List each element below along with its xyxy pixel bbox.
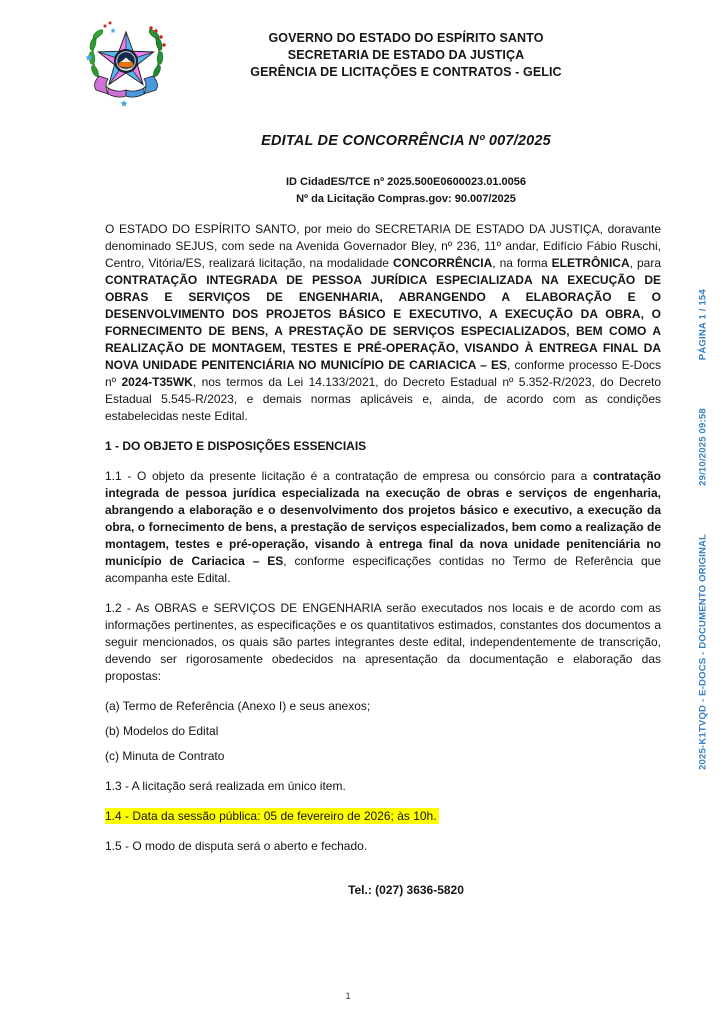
clause-1-1 [105, 468, 661, 587]
annex-item-c: (c) Minuta de Contrato [105, 749, 225, 763]
letterhead-line-1: GOVERNO DO ESTADO DO ESPÍRITO SANTO [268, 31, 544, 45]
clause-1-5: 1.5 - O modo de disputa será o aberto e fechado. [105, 839, 368, 853]
intro-run: , conforme processo E-Docs nº [105, 358, 662, 389]
letterhead-line-2: SECRETARIA DE ESTADO DA JUSTIÇA [287, 48, 525, 62]
clause-1-1-run: 1.1 - O objeto da presente licitação é a contratação de empresa ou consórcio para a [105, 469, 593, 483]
intro-run-bold: CONTRATAÇÃO INTEGRADA DE PESSOA JURÍDICA ESPECIALIZADA NA EXECUÇÃO DE OBRAS E SERVIÇOS DE ENGENHARIA, ABRANGENDO A ELABORAÇÃO E O DESENVOLVIMENTO DOS PROJETOS BÁSICO E EXECUTIVO, A EXECUÇÃO DA OBRA, O FORNECIMENTO DE BENS, A PRESTAÇÃO DE SERVIÇOS ESPECIALIZADOS, BEM COMO A REALIZAÇÃO DE MONTAGEM, TESTES E PRÉ-OPERAÇÃO, VISANDO À ENTREGA FINAL DA NOVA UNIDADE PENITENCIÁRIA NO MUNICÍPIO DE CARIACICA – ES [105, 273, 661, 372]
intro-run: , para [629, 256, 661, 270]
letterhead-line-3: GERÊNCIA DE LICITAÇÕES E CONTRATOS - GELIC [250, 65, 562, 79]
session-date-highlight: 1.4 - Data da sessão pública: 05 de fevereiro de 2026; às 10h. [105, 809, 437, 823]
document-title: EDITAL DE CONCORRÊNCIA Nº 007/2025 [261, 133, 551, 149]
id-licitacao-comprasgov: Nº da Licitação Compras.gov: 90.007/2025 [296, 193, 516, 205]
edocs-page-info: PÁGINA 1 / 154 [697, 289, 709, 361]
clause-1-2: 1.2 - As OBRAS e SERVIÇOS DE ENGENHARIA serão executados nos locais e de acordo com as informações pertinentes, as especificações e os quantitativos estimados, constantes dos documentos a seguir mencionados, os quais são partes integrantes deste edital, independentemente de transcrição, devendo ser rigorosamente obedecidos na apresentação da documentação e elaboração das propostas: [105, 601, 661, 683]
intro-run-bold: ELETRÔNICA [551, 256, 630, 270]
footer-phone: Tel.: (027) 3636-5820 [348, 883, 464, 897]
page-number: 1 [345, 991, 351, 1002]
letterhead [105, 30, 661, 81]
clause-1-3: 1.3 - A licitação será realizada em único item. [105, 779, 346, 793]
clause-1-1-run: , conforme especificações contidas no Termo de Referência que acompanha este Edital. [105, 554, 662, 585]
edocs-doc-ref: 2025-K1TVQD - E-DOCS - DOCUMENTO ORIGINAL [697, 533, 709, 770]
clause-1-1-run-bold: contratação integrada de pessoa jurídica especializada na execução de obras e serviços de engenharia, abrangendo a elaboração e o desenvolvimento dos projetos básico e executivo, a execução da obra, o fornecimento de bens, a prestação de serviços especializados, bem como a realização de montagem, testes e pré-operação, visando à entrega final da nova unidade penitenciária no município de Cariacica – ES [105, 469, 661, 568]
intro-run: O ESTADO DO ESPÍRITO SANTO, por meio do SECRETARIA DE ESTADO DA JUSTIÇA, doravante denominado SEJUS, com sede na Avenida Governador Bley, nº 236, 11º andar, Edifício Fábio Ruschi, Centro, Vitória/ES, realizará licitação, na modalidade [105, 222, 661, 270]
intro-run: , na forma [492, 256, 552, 270]
edocs-verification-stamp [698, 280, 709, 780]
document-content [105, 30, 661, 909]
annex-item-a: (a) Termo de Referência (Anexo I) e seus anexos; [105, 699, 371, 713]
section-1-heading: 1 - DO OBJETO E DISPOSIÇÕES ESSENCIAIS [105, 439, 367, 453]
intro-paragraph [105, 221, 661, 425]
annex-item-b: (b) Modelos do Edital [105, 724, 219, 738]
intro-run-bold: CONCORRÊNCIA [392, 256, 493, 270]
id-cidades-tce: ID CidadES/TCE nº 2025.500E0600023.01.0056 [285, 176, 527, 188]
clause-1-4 [105, 808, 661, 825]
intro-run: , nos termos da Lei 14.133/2021, do Decreto Estadual nº 5.352-R/2023, do Decreto Estadual 5.545-R/2023, e demais normas aplicáveis e, ainda, de acordo com as condições estabelecidas neste Edital. [105, 375, 661, 423]
document-ids [105, 174, 661, 208]
edocs-timestamp: 29/10/2025 09:58 [697, 408, 709, 486]
intro-run-bold: 2024-T35WK [121, 375, 193, 389]
